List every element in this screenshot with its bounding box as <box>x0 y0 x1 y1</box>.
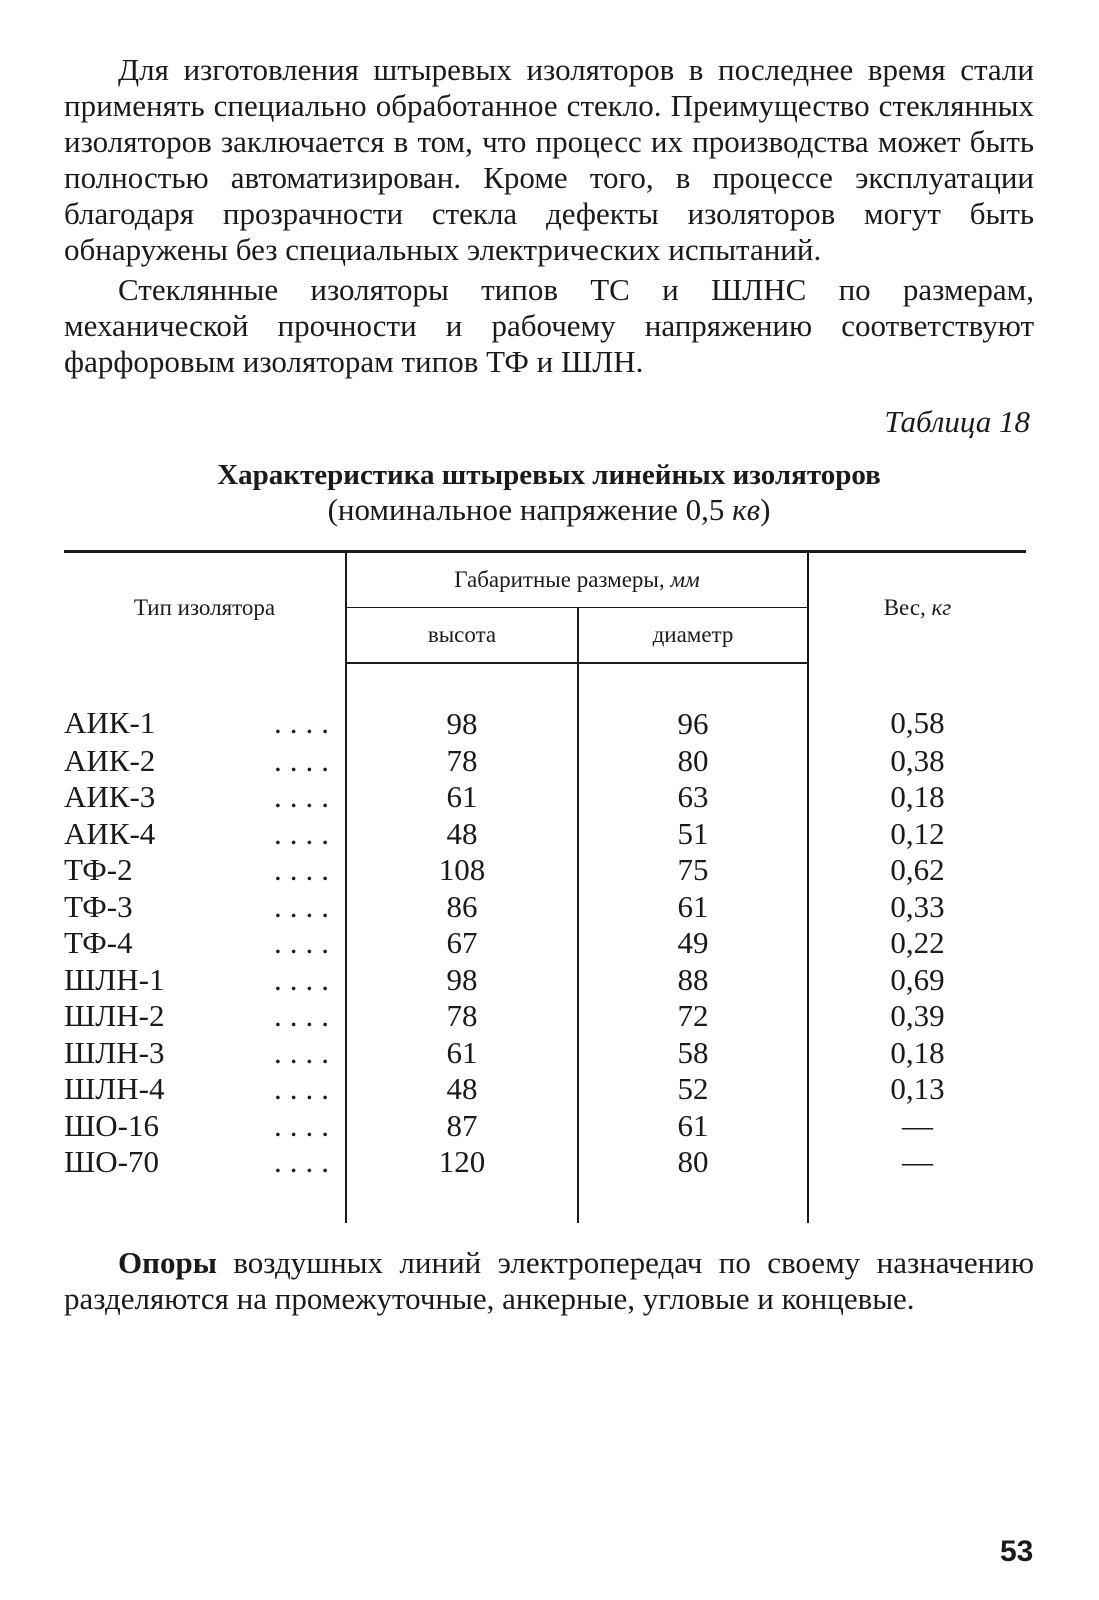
row-weight: 0,13 <box>808 1071 1026 1108</box>
row-height: 48 <box>346 1071 578 1108</box>
row-weight: 0,18 <box>808 1035 1026 1072</box>
supports-term: Опоры <box>118 1244 217 1280</box>
leader-dots: .... <box>274 1144 337 1179</box>
row-type <box>64 1144 346 1223</box>
row-diameter: 88 <box>578 962 808 999</box>
header-dimensions <box>346 552 808 608</box>
row-type <box>64 1108 346 1145</box>
row-diameter: 61 <box>578 1108 808 1145</box>
header-type: Тип изолятора <box>64 552 346 664</box>
row-type <box>64 962 346 999</box>
table-subtitle-unit: кв <box>732 492 761 527</box>
leader-dots: .... <box>274 742 337 778</box>
row-diameter: 96 <box>578 663 808 743</box>
table-subtitle <box>64 492 1034 528</box>
leader-dots: .... <box>274 998 337 1033</box>
row-diameter: 58 <box>578 1035 808 1072</box>
table-row <box>64 663 1026 743</box>
leader-dots: .... <box>274 779 337 814</box>
paragraph-glass-types: Стеклянные изоляторы типов ТС и ШЛНС по размерам, механической прочности и рабочему напряжению соответствуют фарфоровым изоляторам типов ТФ и ШЛН. <box>64 272 1034 379</box>
row-weight: 0,58 <box>808 663 1026 743</box>
row-height: 98 <box>346 663 578 743</box>
table-row <box>64 1071 1026 1108</box>
table-row <box>64 962 1026 999</box>
row-type-label: ШО-70 <box>64 1144 159 1179</box>
row-weight: 0,62 <box>808 852 1026 889</box>
row-diameter: 80 <box>578 1144 808 1223</box>
row-type <box>64 925 346 962</box>
header-dimensions-label: Габаритные размеры, <box>454 567 671 592</box>
table-body <box>64 663 1026 1223</box>
row-type-label: АИК-2 <box>64 742 156 778</box>
table-row <box>64 743 1026 780</box>
row-weight: 0,69 <box>808 962 1026 999</box>
row-type-label: ШЛН-2 <box>64 998 165 1033</box>
table-number: Таблица 18 <box>884 404 1030 439</box>
row-height: 87 <box>346 1108 578 1145</box>
row-height: 67 <box>346 925 578 962</box>
row-height: 78 <box>346 998 578 1035</box>
row-type <box>64 1071 346 1108</box>
header-weight-unit: кг <box>931 595 952 620</box>
row-height: 48 <box>346 816 578 853</box>
leader-dots: .... <box>274 852 337 887</box>
row-height: 78 <box>346 743 578 780</box>
row-diameter: 75 <box>578 852 808 889</box>
row-type-label: АИК-1 <box>64 705 156 740</box>
leader-dots: .... <box>274 1107 337 1143</box>
row-diameter: 63 <box>578 779 808 816</box>
table-row <box>64 998 1026 1035</box>
leader-dots: .... <box>274 961 337 997</box>
table-row <box>64 1144 1026 1223</box>
table-subtitle-suffix: ) <box>760 492 771 527</box>
row-height: 120 <box>346 1144 578 1223</box>
paragraph-glass-insulators: Для изготовления штыревых изоляторов в последнее время стали применять специально обработанное стекло. Преимущество стеклянных изоляторов заключается в том, что процесс их производства может быть полностью автоматизирован. Кроме того, в процессе эксплуатации благодаря прозрачности стекла дефекты изоляторов могут быть обнаружены без специальных электрических испытаний. <box>64 52 1034 267</box>
table-row <box>64 925 1026 962</box>
page-number: 53 <box>1000 1535 1034 1568</box>
leader-dots: .... <box>274 888 337 924</box>
row-diameter: 80 <box>578 743 808 780</box>
table-subtitle-prefix: (номинальное напряжение 0,5 <box>327 492 733 527</box>
table-row <box>64 889 1026 926</box>
row-type <box>64 998 346 1035</box>
leader-dots: .... <box>274 1071 337 1106</box>
row-type-label: ШЛН-4 <box>64 1071 165 1106</box>
row-type <box>64 889 346 926</box>
row-weight: 0,33 <box>808 889 1026 926</box>
row-height: 61 <box>346 779 578 816</box>
row-type <box>64 779 346 816</box>
table-row <box>64 816 1026 853</box>
row-height: 98 <box>346 962 578 999</box>
row-type-label: ШЛН-3 <box>64 1034 165 1070</box>
row-type-label: ТФ-3 <box>64 888 133 924</box>
paragraph-supports <box>64 1245 1034 1317</box>
row-type <box>64 852 346 889</box>
row-diameter: 61 <box>578 889 808 926</box>
header-height: высота <box>346 608 578 664</box>
row-weight: 0,22 <box>808 925 1026 962</box>
row-height: 61 <box>346 1035 578 1072</box>
header-weight <box>808 552 1026 664</box>
page <box>64 52 1034 1317</box>
row-type-label: ТФ-4 <box>64 925 133 960</box>
row-type-label: ШО-16 <box>64 1107 159 1143</box>
leader-dots: .... <box>274 815 337 851</box>
table-row <box>64 1035 1026 1072</box>
row-type-label: ТФ-2 <box>64 852 133 887</box>
row-type-label: АИК-4 <box>64 815 156 851</box>
row-weight: 0,38 <box>808 743 1026 780</box>
row-weight: 0,18 <box>808 779 1026 816</box>
row-type <box>64 1035 346 1072</box>
table-row <box>64 1108 1026 1145</box>
row-type <box>64 816 346 853</box>
row-type-label: АИК-3 <box>64 779 156 814</box>
row-diameter: 52 <box>578 1071 808 1108</box>
row-type-label: ШЛН-1 <box>64 961 165 997</box>
row-weight: — <box>808 1144 1026 1223</box>
table-title: Характеристика штыревых линейных изоляторов <box>217 459 881 491</box>
row-diameter: 51 <box>578 816 808 853</box>
leader-dots: .... <box>274 705 337 740</box>
table-row <box>64 779 1026 816</box>
row-weight: — <box>808 1108 1026 1145</box>
leader-dots: .... <box>274 1034 337 1070</box>
row-weight: 0,39 <box>808 998 1026 1035</box>
row-diameter: 49 <box>578 925 808 962</box>
header-diameter: диаметр <box>578 608 808 664</box>
row-height: 86 <box>346 889 578 926</box>
supports-text: воздушных линий электропередач по своему назначению разделяются на промежуточные, анкерные, угловые и концевые. <box>64 1244 1034 1316</box>
insulator-table <box>64 550 1026 1223</box>
table-row <box>64 852 1026 889</box>
row-weight: 0,12 <box>808 816 1026 853</box>
row-type <box>64 663 346 743</box>
header-weight-label: Вес, <box>883 595 932 620</box>
header-dimensions-unit: мм <box>670 567 700 592</box>
row-type <box>64 743 346 780</box>
row-diameter: 72 <box>578 998 808 1035</box>
leader-dots: .... <box>274 925 337 960</box>
row-height: 108 <box>346 852 578 889</box>
